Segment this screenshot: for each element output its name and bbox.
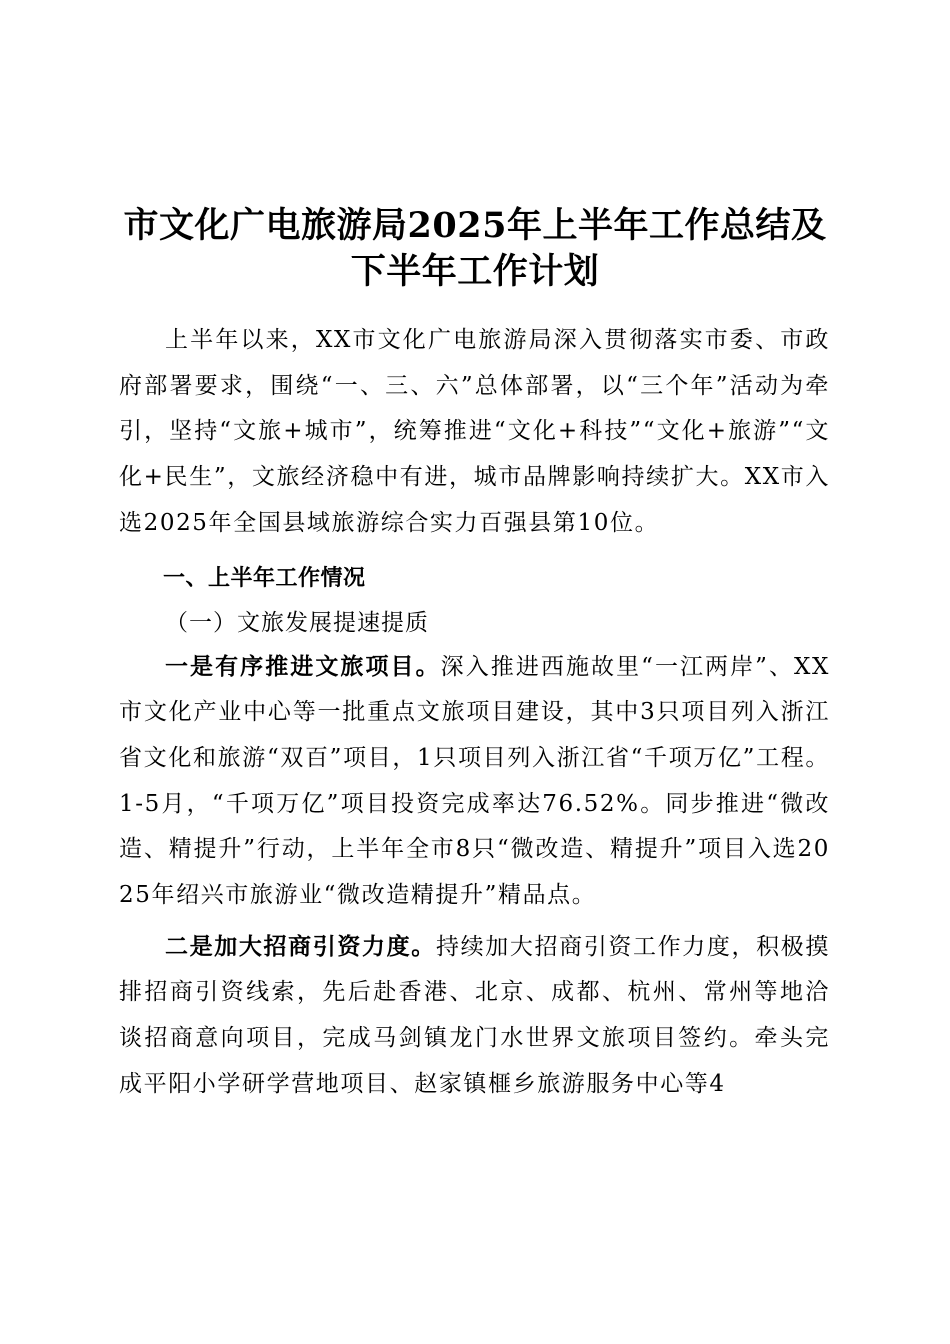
document-title [120, 203, 830, 295]
document-body [119, 318, 830, 1108]
title-line-2: 下半年工作计划 [350, 251, 600, 293]
item-2-body: 持续加大招商引资工作力度，积极摸排招商引资线索，先后赴香港、北京、成都、杭州、常州等地洽谈招商意向项目，完成马剑镇龙门水世界文旅项目签约。牵头完成平阳小学研学营地项目、赵家镇榧乡旅游服务中心等4 [119, 933, 830, 1097]
subsection-heading-1: （一）文旅发展提速提质 [165, 609, 429, 636]
item-2-lead: 二是加大招商引资力度。 [165, 933, 436, 960]
title-line-1: 市文化广电旅游局2025年上半年工作总结及 [123, 205, 827, 247]
item-1-paragraph [119, 645, 830, 919]
item-1-body: 深入推进西施故里“一江两岸”、XX市文化产业中心等一批重点文旅项目建设，其中3只项目列入浙江省文化和旅游“双百”项目，1只项目列入浙江省“千项万亿”工程。1-5月，“千项万亿”项目投资完成率达76.52%。同步推进“微改造、精提升”行动，上半年全市8只“微改造、精提升”项目入选2025年绍兴市旅游业“微改造精提升”精品点。 [119, 653, 830, 909]
intro-paragraph: 上半年以来，XX市文化广电旅游局深入贯彻落实市委、市政府部署要求，围绕“一、三、六”总体部署，以“三个年”活动为牵引，坚持“文旅+城市”，统筹推进“文化+科技”“文化+旅游”“文化+民生”，文旅经济稳中有进，城市品牌影响持续扩大。XX市入选2025年全国县域旅游综合实力百强县第10位。 [119, 327, 830, 536]
item-1-lead: 一是有序推进文旅项目。 [165, 653, 441, 680]
item-2-paragraph [119, 925, 830, 1108]
section-heading-1: 一、上半年工作情况 [163, 565, 366, 591]
